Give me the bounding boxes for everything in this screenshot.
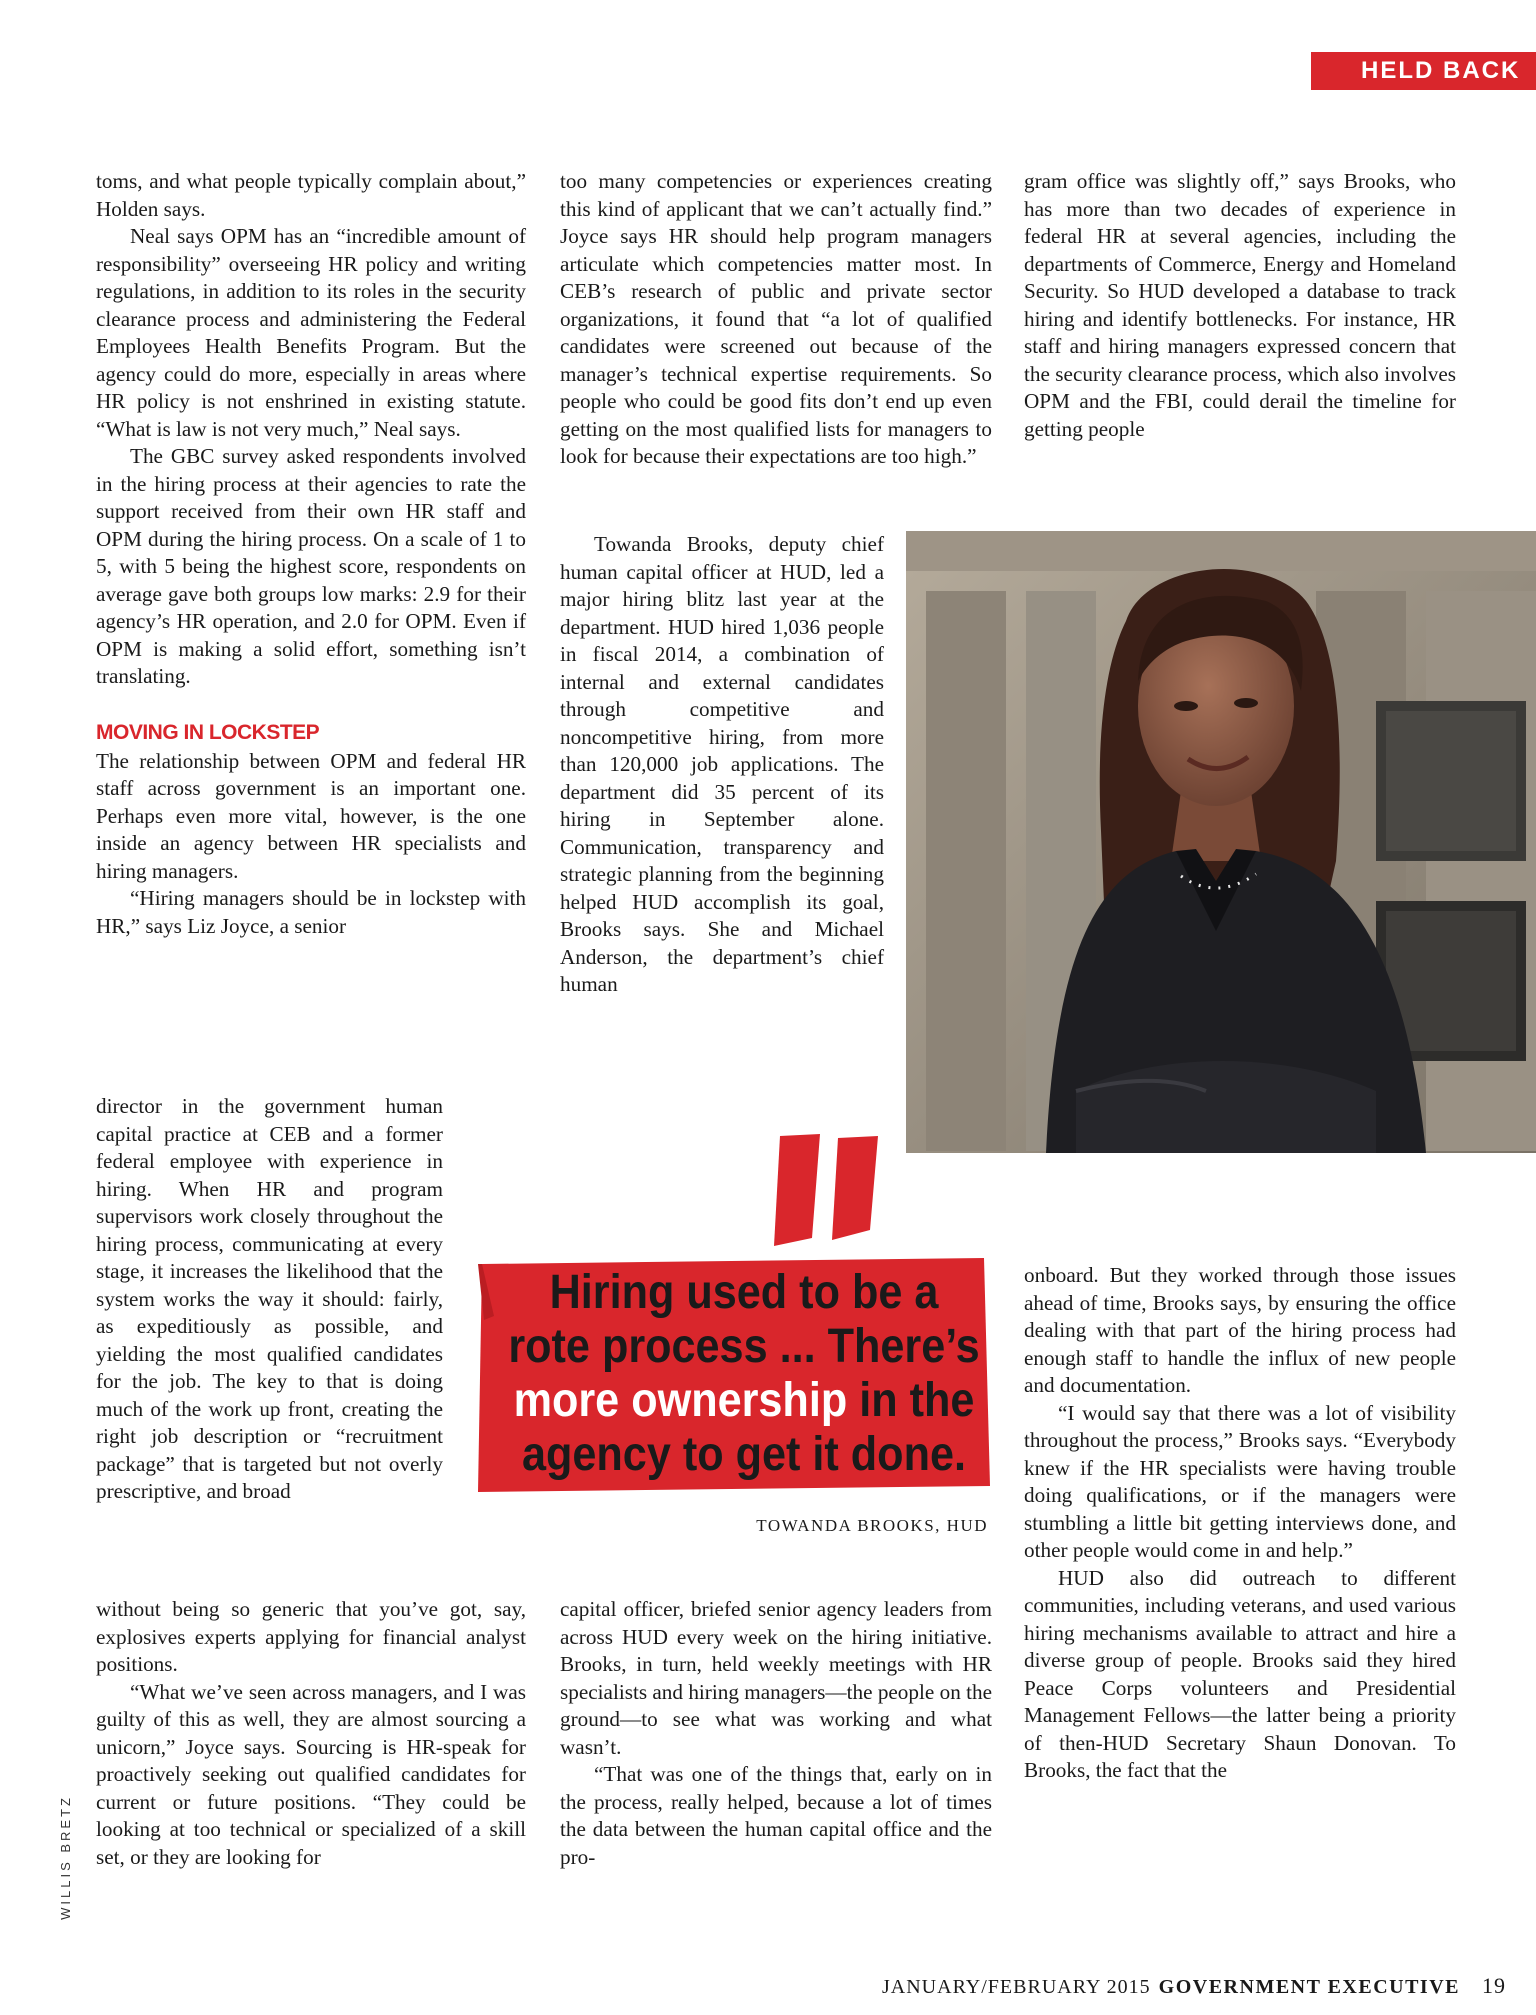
pull-quote-line-3-end: in the <box>847 1372 975 1427</box>
column-1-top <box>96 168 526 940</box>
column-2-middle <box>560 531 884 999</box>
paragraph: “That was one of the things that, early on in the process, really helped, because a lot of times the data between the human capital office and the pro- <box>560 1762 992 1869</box>
magazine-name: GOVERNMENT EXECUTIVE <box>1158 1976 1460 1998</box>
pull-quote-line-4: agency to get it done. <box>522 1426 966 1481</box>
paragraph: capital officer, briefed senior agency leaders from across HUD every week on the hiring initiative. Brooks, in turn, held weekly meetings with HR specialists and hiring managers—the people on the ground—to see what was working and what wasn’t. <box>560 1597 992 1759</box>
column-1-middle <box>96 1093 443 1506</box>
paragraph: Neal says OPM has an “incredible amount of responsibility” overseeing HR policy and writing regulations, in addition to its roles in the security clearance process and administering the Federal Employees Health Benefits Program. But the agency could do more, especially in areas where HR policy is not enshrined in existing statute. “What is law is not very much,” Neal says. <box>96 224 526 441</box>
column-3-bottom <box>1024 1262 1456 1785</box>
paragraph: Towanda Brooks, deputy chief human capital officer at HUD, led a major hiring blitz last year at the department. HUD hired 1,036 people in fiscal 2014, a combination of internal and external candidates through competitive and noncompetitive hiring, from more than 120,000 job applications. The department did 35 percent of its hiring in September alone. Communication, transparency and strategic planning from the beginning helped HUD accomplish its goal, Brooks says. She and Michael Anderson, the department’s chief human <box>560 532 884 996</box>
paragraph: too many competencies or experiences creating this kind of applicant that we can’t actually find.” Joyce says HR should help program managers articulate which competencies matter most. In CEB’s research of public and private sector organizations, it found that “a lot of qualified candidates were screened out because of the manager’s technical expertise requirements. So people who could be good fits don’t end up even getting on the most qualified lists for managers to look for because their expectations are too high.” <box>560 169 992 468</box>
column-2-top <box>560 168 992 471</box>
pull-quote <box>474 1258 994 1494</box>
column-3-top <box>1024 168 1456 443</box>
pull-quote-line-1: Hiring used to be a <box>549 1264 939 1319</box>
portrait-illustration <box>906 531 1536 1153</box>
paragraph: “Hiring managers should be in lockstep with HR,” says Liz Joyce, a senior <box>96 886 526 938</box>
section-tag: HELD BACK <box>1311 52 1536 90</box>
page-number: 19 <box>1482 1973 1506 1998</box>
paragraph: toms, and what people typically complain about,” Holden says. <box>96 169 526 221</box>
column-1-bottom <box>96 1596 526 1871</box>
photo-credit: WILLIS BRETZ <box>58 1795 73 1920</box>
portrait-photo <box>906 531 1536 1153</box>
pull-quote-line-2: rote process ... There’s <box>508 1318 980 1373</box>
issue-date: JANUARY/FEBRUARY 2015 <box>882 1976 1151 1998</box>
page-footer <box>806 1973 1506 2003</box>
column-2-bottom <box>560 1596 992 1871</box>
paragraph: director in the government human capital practice at CEB and a former federal employee with experience in hiring. When HR and program supervisors work closely throughout the hiring process, communicating at every stage, it increases the likelihood that the system works the way it should: fairly, as expeditiously as possible, and yielding the most qualified candidates for the job. The key to that is doing much of the work up front, creating the right job description or “recruitment package” that is targeted but not overly prescriptive, and broad <box>96 1094 443 1503</box>
paragraph: HUD also did outreach to different communities, including veterans, and used various hiring mechanisms available to attract and hire a diverse group of people. Brooks said they hired Peace Corps volunteers and Presidential Management Fellows—the latter being a priority of then-HUD Secretary Shaun Donovan. To Brooks, the fact that the <box>1024 1565 1456 1782</box>
subhead: MOVING IN LOCKSTEP <box>96 720 320 744</box>
quote-marks-icon <box>762 1130 892 1250</box>
pull-quote-highlight: more ownership <box>513 1372 848 1427</box>
paragraph: without being so generic that you’ve got, say, explosives experts applying for financial analyst positions. <box>96 1597 526 1676</box>
paragraph: “I would say that there was a lot of visibility throughout the process,” Brooks says. “Everybody knew if the HR specialists were having trouble doing qualifications, or if the managers were stumbling a little bit getting interviews done, and other people would come in and help.” <box>1024 1400 1456 1562</box>
paragraph: gram office was slightly off,” says Brooks, who has more than two decades of experience in federal HR at several agencies, including the departments of Commerce, Energy and Homeland Security. So HUD developed a database to track hiring and identify bottlenecks. For instance, HR staff and hiring managers expressed concern that the security clearance process, which also involves OPM and the FBI, could derail the timeline for getting people <box>1024 169 1456 441</box>
paragraph: “What we’ve seen across managers, and I was guilty of this as well, they are almost sourcing a unicorn,” Joyce says. Sourcing is HR-speak for proactively seeking out qualified candidates for current or future positions. “They could be looking at too technical or specialized of a skill set, or they are looking for <box>96 1679 526 1869</box>
pull-quote-line-3 <box>514 1373 975 1427</box>
pull-quote-attribution: TOWANDA BROOKS, HUD <box>756 1516 988 1535</box>
paragraph: The GBC survey asked respondents involved in the hiring process at their agencies to rate the support received from their own HR staff and OPM during the hiring process. On a scale of 1 to 5, with 5 being the highest score, respondents on average gave both groups low marks: 2.9 for their agency’s HR operation, and 2.0 for OPM. Even if OPM is making a solid effort, something isn’t translating. <box>96 444 526 688</box>
paragraph: onboard. But they worked through those issues ahead of time, Brooks says, by ensuring the office dealing with that part of the hiring process had enough staff to handle the influx of new people and documentation. <box>1024 1263 1456 1397</box>
paragraph: The relationship between OPM and federal HR staff across government is an important one. Perhaps even more vital, however, is the one inside an agency between HR specialists and hiring managers. <box>96 748 526 883</box>
